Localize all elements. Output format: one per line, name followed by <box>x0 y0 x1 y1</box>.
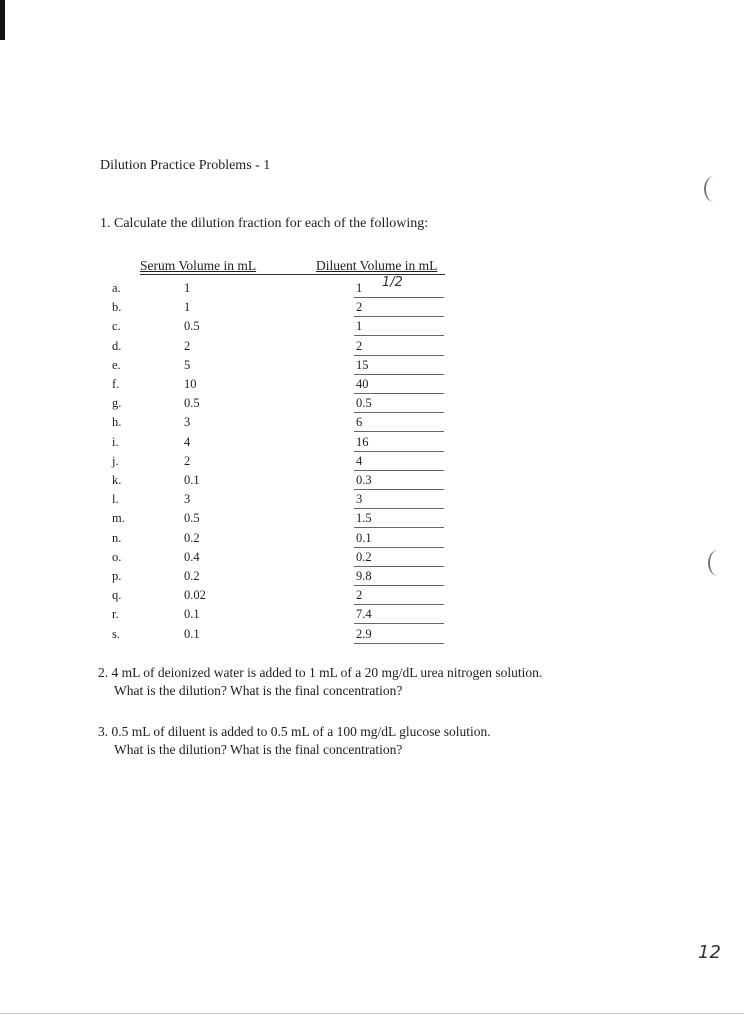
serum-volume-cell: 0.5 <box>184 319 200 334</box>
table-row <box>0 415 744 434</box>
diluent-volume-cell: 2 <box>356 300 363 315</box>
table-row <box>0 550 744 569</box>
diluent-volume-cell: 1.5 <box>356 511 372 526</box>
serum-volume-cell: 2 <box>184 338 191 353</box>
question-2-line-2: What is the dilution? What is the final concentration? <box>114 683 403 698</box>
diluent-volume-cell: 0.1 <box>356 530 372 545</box>
serum-volume-cell: 3 <box>184 492 191 507</box>
table-row <box>0 281 744 300</box>
row-letter: a. <box>112 281 121 295</box>
punch-hole-mark <box>704 176 724 202</box>
answer-blank-line <box>354 451 444 452</box>
table-row <box>0 454 744 473</box>
serum-volume-cell: 10 <box>184 377 197 391</box>
table-row <box>0 377 744 396</box>
diluent-volume-cell: 0.5 <box>356 396 372 411</box>
question-3-line-1: 3. 0.5 mL of diluent is added to 0.5 mL of a 100 mg/dL glucose solution. <box>98 724 491 739</box>
row-letter: j. <box>112 453 119 468</box>
row-letter: p. <box>112 569 122 583</box>
diluent-volume-cell: 15 <box>356 357 369 372</box>
table-row <box>0 607 744 626</box>
serum-volume-cell: 0.2 <box>184 530 200 545</box>
answer-blank-line <box>354 547 444 548</box>
handwritten-answer: 1/2 <box>382 275 403 290</box>
diluent-volume-cell: 6 <box>356 415 363 430</box>
table-row <box>0 339 744 358</box>
row-letter: q. <box>112 588 122 603</box>
table-row <box>0 569 744 588</box>
answer-blank-line <box>354 316 444 317</box>
question-3 <box>98 723 491 759</box>
answer-blank-line <box>354 643 444 644</box>
row-letter: d. <box>112 338 122 353</box>
table-row <box>0 511 744 530</box>
diluent-volume-cell: 40 <box>356 377 369 391</box>
row-letter: c. <box>112 319 121 334</box>
table-row <box>0 435 744 454</box>
serum-volume-cell: 0.1 <box>184 607 200 622</box>
answer-blank-line <box>354 489 444 490</box>
row-letter: i. <box>112 434 119 449</box>
row-letter: k. <box>112 473 122 487</box>
serum-volume-cell: 1 <box>184 300 191 315</box>
scan-edge <box>0 0 5 40</box>
diluent-volume-cell: 4 <box>356 453 363 468</box>
diluent-volume-header: Diluent Volume in mL <box>316 258 438 273</box>
row-letter: o. <box>112 549 122 564</box>
scan-edge-bottom <box>0 1013 744 1014</box>
answer-blank-line <box>354 604 444 605</box>
serum-volume-cell: 4 <box>184 434 191 449</box>
serum-volume-cell: 0.5 <box>184 396 200 411</box>
answer-blank-line <box>354 335 444 336</box>
table-row <box>0 300 744 319</box>
row-letter: b. <box>112 300 122 315</box>
row-letter: s. <box>112 626 120 641</box>
row-letter: g. <box>112 396 122 411</box>
question-2-line-1: 2. 4 mL of deionized water is added to 1 mL of a 20 mg/dL urea nitrogen solution. <box>98 665 543 680</box>
serum-volume-cell: 0.4 <box>184 549 200 564</box>
question-3-line-2: What is the dilution? What is the final concentration? <box>114 742 403 757</box>
diluent-volume-cell: 0.3 <box>356 473 372 487</box>
answer-blank-line <box>354 374 444 375</box>
question-2 <box>98 664 542 700</box>
answer-blank-line <box>354 297 444 298</box>
serum-volume-cell: 0.5 <box>184 511 200 526</box>
table-row <box>0 627 744 646</box>
diluent-volume-cell: 3 <box>356 492 363 507</box>
answer-blank-line <box>354 508 444 509</box>
page-title: Dilution Practice Problems - 1 <box>100 158 271 173</box>
diluent-volume-cell: 7.4 <box>356 607 372 622</box>
serum-volume-cell: 5 <box>184 357 191 372</box>
row-letter: l. <box>112 492 119 507</box>
table-row <box>0 492 744 511</box>
serum-volume-cell: 0.2 <box>184 569 200 583</box>
question-1: 1. Calculate the dilution fraction for each of the following: <box>100 216 429 231</box>
row-letter: r. <box>112 607 119 622</box>
diluent-volume-cell: 1 <box>356 319 363 334</box>
diluent-volume-cell: 2.9 <box>356 626 372 641</box>
serum-volume-cell: 0.02 <box>184 588 206 603</box>
table-row <box>0 588 744 607</box>
serum-volume-cell: 2 <box>184 453 191 468</box>
answer-blank-line <box>354 431 444 432</box>
diluent-volume-cell: 2 <box>356 588 363 603</box>
table-row <box>0 396 744 415</box>
row-letter: n. <box>112 530 122 545</box>
answer-blank-line <box>354 566 444 567</box>
row-letter: f. <box>112 377 120 391</box>
diluent-volume-cell: 2 <box>356 338 363 353</box>
table-row <box>0 358 744 377</box>
diluent-volume-cell: 1 <box>356 281 363 295</box>
serum-volume-header: Serum Volume in mL <box>140 258 257 273</box>
row-letter: e. <box>112 357 121 372</box>
table-row <box>0 473 744 492</box>
serum-volume-cell: 3 <box>184 415 191 430</box>
answer-blank-line <box>354 412 444 413</box>
answer-blank-line <box>354 470 444 471</box>
page-number: 12 <box>698 942 721 963</box>
serum-volume-cell: 0.1 <box>184 473 200 487</box>
row-letter: m. <box>112 511 125 526</box>
table-row <box>0 319 744 338</box>
answer-blank-line <box>354 527 444 528</box>
answer-blank-line <box>354 393 444 394</box>
diluent-volume-cell: 0.2 <box>356 549 372 564</box>
table-row <box>0 531 744 550</box>
serum-volume-cell: 1 <box>184 281 191 295</box>
diluent-volume-cell: 16 <box>356 434 369 449</box>
row-letter: h. <box>112 415 122 430</box>
diluent-volume-cell: 9.8 <box>356 569 372 583</box>
answer-blank-line <box>354 355 444 356</box>
answer-blank-line <box>354 585 444 586</box>
answer-blank-line <box>354 623 444 624</box>
serum-volume-cell: 0.1 <box>184 626 200 641</box>
